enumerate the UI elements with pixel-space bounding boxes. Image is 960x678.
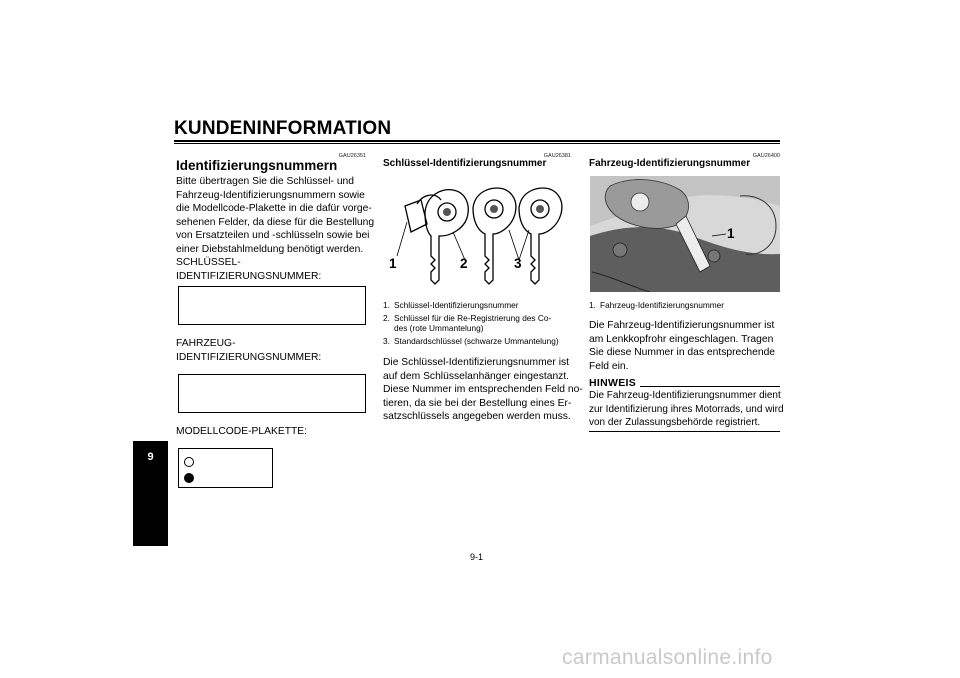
page-number: 9-1 [470, 552, 484, 562]
vehicle-callout-1: 1 [727, 226, 735, 241]
intro-paragraph: Bitte übertragen Sie die Schlüssel- und Fahrzeug-Identifizierungsnummern sowie die Modellcode-Plakette in die dafür vorge- sehenen Felder, da diese für die Bestellung von Ersatzteilen und -schlüsseln sowie bei einer Diebstahlmeldung benötigt werden. [176, 176, 375, 255]
page-title: KUNDENINFORMATION [174, 118, 392, 139]
model-code-label: MODELLCODE-PLAKETTE: [176, 426, 308, 437]
vehicle-paragraph: Die Fahrzeug-Identifizierungsnummer ist am Lenkkopfrohr eingeschlagen. Tragen Sie diese Nummer in das entsprechende Feld ein. [589, 320, 776, 372]
section-heading: Identifizierungsnummern [176, 158, 338, 173]
caption-item: 3. Standardschlüssel (schwarze Ummantelung) [383, 335, 559, 346]
open-circle-icon [184, 457, 194, 467]
key-callout-1: 1 [389, 256, 397, 271]
key-callout-2: 2 [460, 256, 468, 271]
caption-item: 2. Schlüssel für die Re-Registrierung des Co- des (rote Ummantelung) [383, 312, 552, 334]
chapter-tab: 9 [133, 441, 168, 546]
vehicle-number-field[interactable] [178, 374, 366, 413]
caption-item: 1. Schlüssel-Identifizierungsnummer [383, 300, 519, 310]
vehicle-number-label: FAHRZEUG- IDENTIFIZIERUNGSNUMMER: [176, 338, 322, 363]
section-heading: Schlüssel-Identifizierungsnummer [383, 158, 547, 169]
title-rule [174, 140, 780, 142]
model-code-field[interactable] [178, 448, 273, 488]
filled-circle-icon [184, 473, 194, 483]
key-paragraph: Die Schlüssel-Identifizierungsnummer ist auf dem Schlüsselanhänger eingestanzt. Diese Nummer im entsprechenden Feld no- tieren, da sie bei der Bestellung eines Er- satzschlüssels angegeben werden muss. [383, 357, 583, 423]
key-number-field[interactable] [178, 286, 366, 325]
section-code: GAU26351 [338, 153, 366, 159]
title-rule-thin [174, 143, 780, 144]
section-heading: Fahrzeug-Identifizierungsnummer [589, 158, 751, 169]
key-number-label: SCHLÜSSEL- IDENTIFIZIERUNGSNUMMER: [176, 257, 322, 282]
note-end-rule [589, 431, 780, 432]
section-code: GAU26381 [543, 153, 571, 159]
section-code: GAU26400 [752, 153, 780, 159]
vehicle-caption: 1. Fahrzeug-Identifizierungsnummer [589, 300, 725, 310]
note-title: HINWEIS [589, 377, 640, 389]
key-callout-3: 3 [514, 256, 522, 271]
keys-illustration [383, 180, 579, 292]
steering-head-photo [590, 176, 780, 292]
note-text: Die Fahrzeug-Identifizierungsnummer dient zur Identifizierung ihres Motorrads, und wird von der Zulassungsbehörde registriert. [589, 390, 784, 429]
key-captions [383, 300, 579, 346]
watermark: carmanualsonline.info [562, 646, 773, 669]
